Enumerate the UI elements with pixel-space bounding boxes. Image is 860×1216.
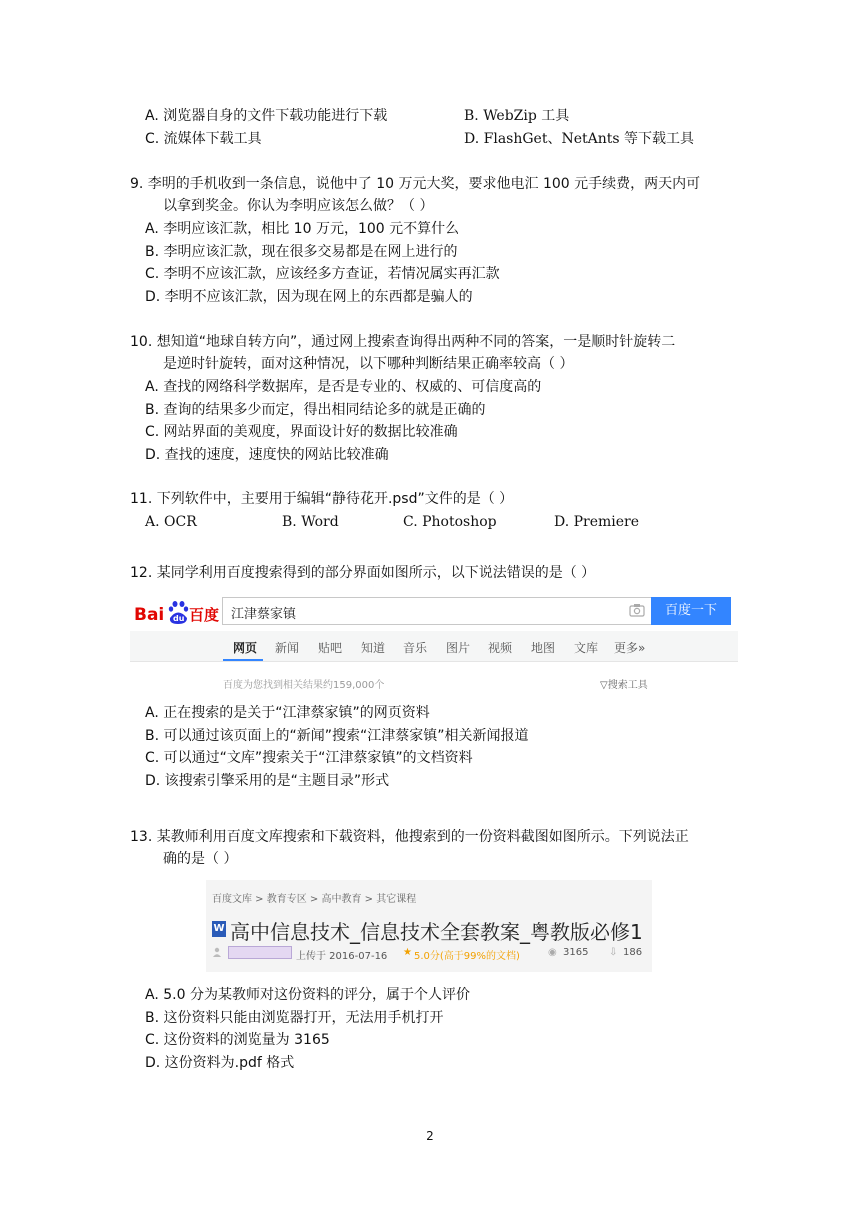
tab-more[interactable]: 更多» [614,641,646,655]
view-count: 3165 [563,947,589,958]
q10-option-d: D. 查找的速度，速度快的网站比较准确 [145,447,389,463]
tab-news[interactable]: 新闻 [275,641,300,655]
document-title: 高中信息技术_信息技术全套教案_粤教版必修1 [230,920,643,944]
q11-option-b: B. Word [282,514,339,530]
q9-option-c: C. 李明不应该汇款，应该经多方查证，若情况属实再汇款 [145,266,500,282]
q13-stem-line2: 确的是（ ） [163,851,238,867]
q12-stem: 12. 某同学利用百度搜索得到的部分界面如图所示，以下说法错误的是（ ） [130,565,596,581]
tab-tieba[interactable]: 贴吧 [318,641,343,655]
rating-text: 5.0分(高于99%的文档) [414,951,520,962]
tab-music[interactable]: 音乐 [403,641,428,655]
tab-map[interactable]: 地图 [531,641,556,655]
q9-option-d: D. 李明不应该汇款，因为现在网上的东西都是骗人的 [145,289,473,305]
wenku-screenshot [206,880,652,972]
search-query-text: 江津蔡家镇 [231,607,297,622]
q10-option-b: B. 查询的结果多少而定，得出相同结论多的就是正确的 [145,402,486,418]
camera-icon[interactable] [629,603,645,617]
baidu-logo [132,598,224,628]
baidu-search-screenshot [130,594,738,690]
baidu-logo-du: du [173,614,185,623]
q12-option-d: D. 该搜索引擎采用的是“主题目录”形式 [145,773,390,789]
q10-option-a: A. 查找的网络科学数据库，是否是专业的、权威的、可信度高的 [145,379,542,395]
eye-icon: ◉ [548,947,557,958]
search-input[interactable] [222,597,652,625]
tab-web[interactable]: 网页 [233,641,258,655]
q12-option-b: B. 可以通过该页面上的“新闻”搜索“江津蔡家镇”相关新闻报道 [145,728,529,744]
q11-option-c: C. Photoshop [403,514,497,530]
upload-date: 上传于 2016-07-16 [296,951,388,962]
user-icon [212,947,222,957]
uploader-name-redacted [228,946,292,959]
search-tools-link[interactable]: ▽搜索工具 [600,680,648,691]
q9-option-b: B. 李明应该汇款，现在很多交易都是在网上进行的 [145,244,458,260]
page-number: 2 [426,1129,434,1143]
search-tabs [130,631,738,662]
q13-stem-line1: 13. 某教师利用百度文库搜索和下载资料，他搜索到的一份资料截图如图所示。下列说法正 [130,829,689,845]
q8-option-c: C. 流媒体下载工具 [145,131,262,147]
q13-option-d: D. 这份资料为.pdf 格式 [145,1055,295,1071]
baidu-logo-cn: 百度 [189,606,220,624]
tab-video[interactable]: 视频 [488,641,513,655]
q13-option-a: A. 5.0 分为某教师对这份资料的评分，属于个人评价 [145,987,470,1003]
q8-option-b: B. WebZip 工具 [464,108,570,124]
q13-option-c: C. 这份资料的浏览量为 3165 [145,1032,330,1048]
q9-option-a: A. 李明应该汇款，相比 10 万元，100 元不算什么 [145,221,460,237]
q12-option-a: A. 正在搜索的是关于“江津蔡家镇”的网页资料 [145,705,430,721]
active-tab-indicator [223,659,263,661]
q9-stem-line1: 9. 李明的手机收到一条信息，说他中了 10 万元大奖，要求他电汇 100 元手续费，两天内可 [130,176,701,192]
breadcrumb: 百度文库 > 教育专区 > 高中教育 > 其它课程 [212,894,417,905]
search-button[interactable]: 百度一下 [651,597,731,625]
tab-wenku[interactable]: 文库 [574,641,599,655]
q9-stem-line2: 以拿到奖金。你认为李明应该怎么做？（ ） [163,198,434,214]
q12-option-c: C. 可以通过“文库”搜索关于“江津蔡家镇”的文档资料 [145,750,473,766]
tab-zhidao[interactable]: 知道 [361,641,386,655]
q10-option-c: C. 网站界面的美观度，界面设计好的数据比较准确 [145,424,458,440]
word-doc-icon: W [212,921,226,937]
q8-option-a: A. 浏览器自身的文件下载功能进行下载 [145,108,388,124]
result-count: 百度为您找到相关结果约159,000个 [223,680,385,691]
tab-images[interactable]: 图片 [446,641,471,655]
q10-stem-line2: 是逆时针旋转，面对这种情况，以下哪种判断结果正确率较高（ ） [163,356,574,372]
q11-stem: 11. 下列软件中，主要用于编辑“静待花开.psd”文件的是（ ） [130,491,514,507]
q11-option-d: D. Premiere [554,514,640,530]
q8-option-d: D. FlashGet、NetAnts 等下载工具 [464,131,695,147]
star-icon: ★ [403,947,412,958]
q10-stem-line1: 10. 想知道“地球自转方向”，通过网上搜索查询得出两种不同的答案，一是顺时针旋转二 [130,334,676,350]
baidu-logo-text: Bai [134,605,165,625]
q13-option-b: B. 这份资料只能由浏览器打开，无法用手机打开 [145,1010,444,1026]
q11-option-a: A. OCR [145,514,197,530]
download-count: 186 [623,947,643,958]
download-icon: ⇩ [609,947,618,958]
